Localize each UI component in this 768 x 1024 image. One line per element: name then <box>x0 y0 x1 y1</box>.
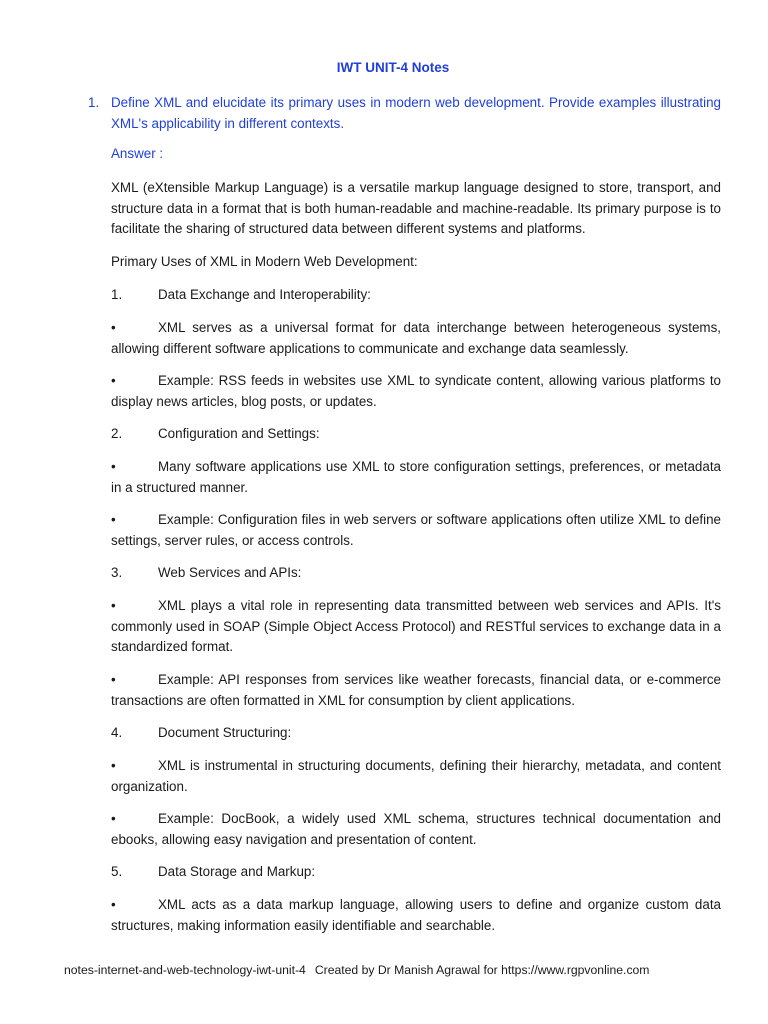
section-title: Document Structuring: <box>158 725 292 740</box>
list-item-text: XML is instrumental in structuring documents, defining their hierarchy, metadata, and content organization. <box>111 758 721 794</box>
list-item <box>111 596 721 658</box>
list-item-text: Example: RSS feeds in websites use XML to syndicate content, allowing various platforms to display news articles, blog posts, or updates. <box>111 373 721 409</box>
section-number: 1. <box>111 287 123 302</box>
list-item-text: Example: DocBook, a widely used XML schema, structures technical documentation and ebooks, allowing easy navigation and presentation of content. <box>111 811 721 847</box>
bullet-icon: • <box>111 897 116 912</box>
list-item <box>111 756 721 797</box>
section-title: Data Exchange and Interoperability: <box>158 287 371 302</box>
bullet-icon: • <box>111 373 116 388</box>
bullet-icon: • <box>111 320 116 335</box>
list-item-text: XML acts as a data markup language, allowing users to define and organize custom data structures, making information easily identifiable and searchable. <box>111 897 721 933</box>
list-item <box>111 809 721 850</box>
bullet-icon: • <box>111 811 116 826</box>
section-title: Configuration and Settings: <box>158 426 320 441</box>
bullet-icon: • <box>111 598 116 613</box>
section-title: Web Services and APIs: <box>158 565 302 580</box>
question-number: 1. <box>88 95 100 110</box>
list-item-text: Example: API responses from services like weather forecasts, financial data, or e-commerce transactions are often formatted in XML for consumption by client applications. <box>111 672 721 708</box>
section-heading <box>111 563 721 584</box>
list-item-text: XML serves as a universal format for data interchange between heterogeneous systems, allowing different software applications to communicate and exchange data seamlessly. <box>111 320 721 356</box>
bullet-icon: • <box>111 512 116 527</box>
footer-document-name: notes-internet-and-web-technology-iwt-unit-4 <box>64 963 306 977</box>
section-heading <box>111 424 721 445</box>
section-heading <box>111 723 721 744</box>
list-item-text: Example: Configuration files in web servers or software applications often utilize XML to define settings, server rules, or access controls. <box>111 512 721 548</box>
section-heading <box>111 285 721 306</box>
answer-label: Answer : <box>111 146 164 161</box>
intro-paragraph: XML (eXtensible Markup Language) is a versatile markup language designed to store, transport, and structure data in a format that is both human-readable and machine-readable. Its primary purpose is to facilitate the sharing of structured data between different systems and platforms. <box>111 180 721 236</box>
page-footer <box>64 963 649 977</box>
section-number: 5. <box>111 864 123 879</box>
question <box>88 93 721 134</box>
question-text: Define XML and elucidate its primary uses in modern web development. Provide examples illustrating XML's applicability in different contexts. <box>111 95 721 131</box>
list-item <box>111 895 721 936</box>
section-number: 3. <box>111 565 123 580</box>
page-title: IWT UNIT-4 Notes <box>336 60 450 75</box>
section-number: 4. <box>111 725 123 740</box>
section-title: Data Storage and Markup: <box>158 864 316 879</box>
list-item <box>111 510 721 551</box>
bullet-icon: • <box>111 459 116 474</box>
list-item-text: Many software applications use XML to store configuration settings, preferences, or metadata in a structured manner. <box>111 459 721 495</box>
list-item <box>111 371 721 412</box>
bullet-icon: • <box>111 672 116 687</box>
list-item <box>111 318 721 359</box>
section-number: 2. <box>111 426 123 441</box>
uses-heading: Primary Uses of XML in Modern Web Development: <box>111 254 418 269</box>
list-item-text: XML plays a vital role in representing data transmitted between web services and APIs. It's commonly used in SOAP (Simple Object Access Protocol) and RESTful services to exchange data in a standardized format. <box>111 598 721 654</box>
bullet-icon: • <box>111 758 116 773</box>
section-heading <box>111 862 721 883</box>
list-item <box>111 670 721 711</box>
list-item <box>111 457 721 498</box>
footer-credit: Created by Dr Manish Agrawal for https://www.rgpvonline.com <box>314 963 650 977</box>
